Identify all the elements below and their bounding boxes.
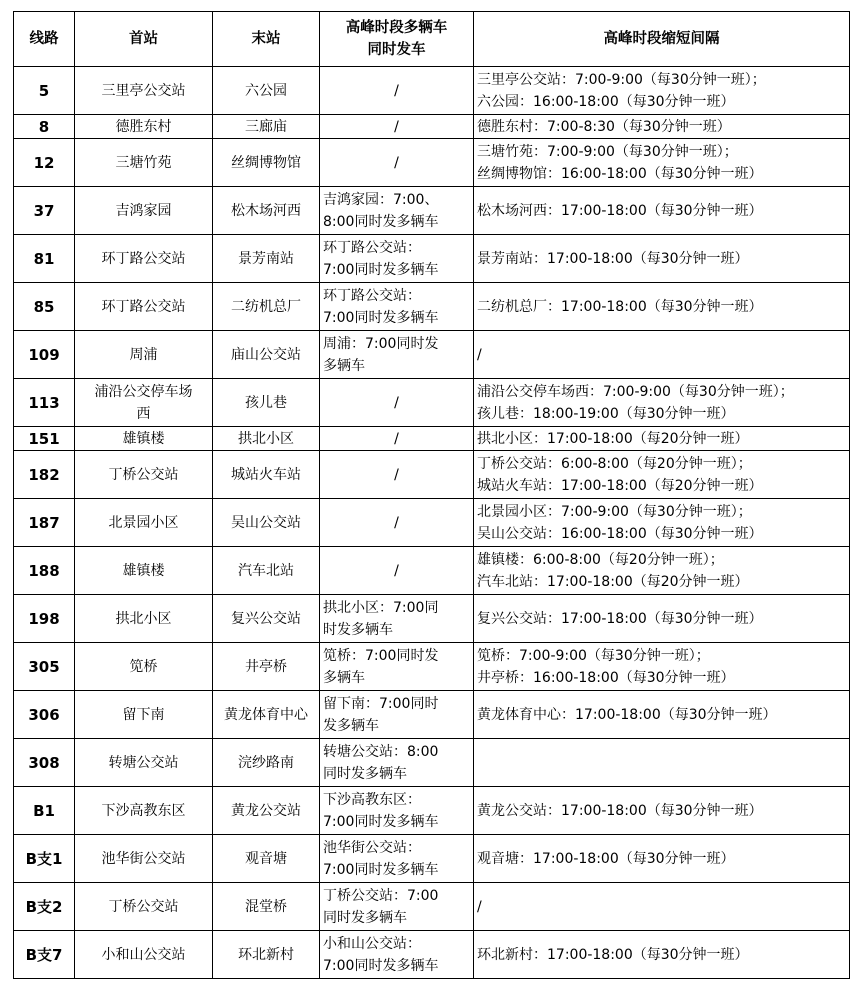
interval-line: 黄龙体育中心：17:00-18:00（每30分钟一班） <box>477 706 777 723</box>
multi-departure-line: 池华街公交站： <box>323 839 421 856</box>
last-stop-cell: 庙山公交站 <box>213 331 320 379</box>
multi-departure-line: 同时发多辆车 <box>323 909 407 926</box>
route-cell: 37 <box>14 187 75 235</box>
multi-departure-cell <box>320 451 474 499</box>
route-cell: 305 <box>14 643 75 691</box>
multi-departure-cell <box>320 499 474 547</box>
interval-cell <box>474 691 850 739</box>
first-stop-cell <box>75 379 213 427</box>
multi-departure-line: / <box>394 82 399 99</box>
multi-departure-line: 环丁路公交站： <box>323 239 421 256</box>
route-cell: 308 <box>14 739 75 787</box>
first-stop-cell: 北景园小区 <box>75 499 213 547</box>
multi-departure-line: 下沙高教东区： <box>323 791 421 808</box>
interval-cell <box>474 595 850 643</box>
header-last-stop: 末站 <box>213 12 320 67</box>
table-row <box>14 139 850 187</box>
first-stop-cell: 周浦 <box>75 331 213 379</box>
last-stop-cell: 六公园 <box>213 67 320 115</box>
interval-line: 吴山公交站：16:00-18:00（每30分钟一班） <box>477 525 763 542</box>
interval-cell <box>474 187 850 235</box>
interval-cell <box>474 379 850 427</box>
multi-departure-cell <box>320 115 474 139</box>
table-row <box>14 331 850 379</box>
route-cell: 8 <box>14 115 75 139</box>
multi-departure-line: 7:00同时发多辆车 <box>323 957 439 974</box>
multi-departure-line: / <box>394 430 399 447</box>
interval-line: 城站火车站：17:00-18:00（每20分钟一班） <box>477 477 763 494</box>
table-row <box>14 451 850 499</box>
multi-departure-line: 环丁路公交站： <box>323 287 421 304</box>
interval-line: 景芳南站：17:00-18:00（每30分钟一班） <box>477 250 749 267</box>
last-stop-cell: 景芳南站 <box>213 235 320 283</box>
first-stop-line: 浦沿公交停车场 <box>94 383 193 400</box>
interval-line: 松木场河西：17:00-18:00（每30分钟一班） <box>477 202 763 219</box>
interval-cell <box>474 67 850 115</box>
interval-line: 六公园：16:00-18:00（每30分钟一班） <box>477 93 735 110</box>
interval-cell <box>474 547 850 595</box>
multi-departure-line: / <box>394 394 399 411</box>
interval-cell <box>474 235 850 283</box>
multi-departure-cell <box>320 547 474 595</box>
route-cell: 151 <box>14 427 75 451</box>
route-cell: 113 <box>14 379 75 427</box>
interval-line: 井亭桥：16:00-18:00（每30分钟一班） <box>477 669 735 686</box>
multi-departure-cell <box>320 379 474 427</box>
first-stop-cell: 吉鸿家园 <box>75 187 213 235</box>
interval-line: 北景园小区：7:00-9:00（每30分钟一班）； <box>477 503 752 520</box>
multi-departure-cell <box>320 883 474 931</box>
route-cell: 188 <box>14 547 75 595</box>
first-stop-cell: 转塘公交站 <box>75 739 213 787</box>
multi-departure-cell <box>320 331 474 379</box>
multi-departure-cell <box>320 427 474 451</box>
bus-schedule-table <box>13 11 850 979</box>
route-cell: 182 <box>14 451 75 499</box>
multi-departure-cell <box>320 643 474 691</box>
route-cell: 85 <box>14 283 75 331</box>
multi-departure-line: 7:00同时发多辆车 <box>323 309 439 326</box>
multi-departure-cell <box>320 739 474 787</box>
table-row <box>14 67 850 115</box>
multi-departure-cell <box>320 187 474 235</box>
multi-departure-line: 拱北小区：7:00同 <box>323 599 439 616</box>
interval-line: 丁桥公交站：6:00-8:00（每20分钟一班）； <box>477 455 752 472</box>
interval-line: 德胜东村：7:00-8:30（每30分钟一班） <box>477 118 731 135</box>
last-stop-cell: 二纺机总厂 <box>213 283 320 331</box>
interval-cell <box>474 115 850 139</box>
multi-departure-cell <box>320 691 474 739</box>
multi-departure-line: 笕桥：7:00同时发 <box>323 647 439 664</box>
interval-cell <box>474 427 850 451</box>
interval-line: 汽车北站：17:00-18:00（每20分钟一班） <box>477 573 749 590</box>
first-stop-cell: 下沙高教东区 <box>75 787 213 835</box>
route-cell: B支1 <box>14 835 75 883</box>
table-row <box>14 427 850 451</box>
last-stop-cell: 黄龙公交站 <box>213 787 320 835</box>
multi-departure-line: 7:00同时发多辆车 <box>323 813 439 830</box>
table-row <box>14 547 850 595</box>
first-stop-cell: 笕桥 <box>75 643 213 691</box>
header-row <box>14 12 850 67</box>
last-stop-cell: 三廊庙 <box>213 115 320 139</box>
interval-line: 丝绸博物馆：16:00-18:00（每30分钟一班） <box>477 165 763 182</box>
first-stop-cell: 三塘竹苑 <box>75 139 213 187</box>
interval-line: / <box>477 898 482 915</box>
table-row <box>14 187 850 235</box>
multi-departure-line: 8:00同时发多辆车 <box>323 213 439 230</box>
interval-cell <box>474 331 850 379</box>
multi-departure-cell <box>320 139 474 187</box>
interval-cell <box>474 499 850 547</box>
multi-departure-line: 7:00同时发多辆车 <box>323 861 439 878</box>
interval-line: 二纺机总厂：17:00-18:00（每30分钟一班） <box>477 298 763 315</box>
last-stop-cell: 复兴公交站 <box>213 595 320 643</box>
multi-departure-line: / <box>394 154 399 171</box>
header-first-stop: 首站 <box>75 12 213 67</box>
multi-departure-line: 多辆车 <box>323 669 365 686</box>
table-row <box>14 883 850 931</box>
multi-departure-line: 同时发多辆车 <box>323 765 407 782</box>
table-row <box>14 931 850 979</box>
last-stop-cell: 环北新村 <box>213 931 320 979</box>
multi-departure-line: 周浦：7:00同时发 <box>323 335 439 352</box>
interval-line: 复兴公交站：17:00-18:00（每30分钟一班） <box>477 610 763 627</box>
multi-departure-line: 7:00同时发多辆车 <box>323 261 439 278</box>
route-cell: 187 <box>14 499 75 547</box>
multi-departure-line: 时发多辆车 <box>323 621 393 638</box>
table-row <box>14 595 850 643</box>
interval-line: 拱北小区：17:00-18:00（每20分钟一班） <box>477 430 749 447</box>
last-stop-cell: 拱北小区 <box>213 427 320 451</box>
multi-departure-line: 小和山公交站： <box>323 935 421 952</box>
interval-cell <box>474 739 850 787</box>
multi-departure-cell <box>320 835 474 883</box>
multi-departure-cell <box>320 235 474 283</box>
last-stop-cell: 黄龙体育中心 <box>213 691 320 739</box>
interval-cell <box>474 283 850 331</box>
first-stop-cell: 环丁路公交站 <box>75 283 213 331</box>
route-cell: 5 <box>14 67 75 115</box>
multi-departure-line: / <box>394 466 399 483</box>
multi-departure-cell <box>320 931 474 979</box>
multi-departure-cell <box>320 787 474 835</box>
last-stop-cell: 孩儿巷 <box>213 379 320 427</box>
table-row <box>14 691 850 739</box>
multi-departure-cell <box>320 595 474 643</box>
multi-departure-line: 转塘公交站：8:00 <box>323 743 439 760</box>
table-row <box>14 283 850 331</box>
schedule-table-wrapper <box>13 11 850 979</box>
route-cell: B支7 <box>14 931 75 979</box>
multi-departure-line: / <box>394 118 399 135</box>
multi-departure-cell <box>320 283 474 331</box>
route-cell: 81 <box>14 235 75 283</box>
interval-cell <box>474 451 850 499</box>
interval-cell <box>474 643 850 691</box>
table-row <box>14 379 850 427</box>
route-cell: 109 <box>14 331 75 379</box>
table-row <box>14 115 850 139</box>
interval-cell <box>474 883 850 931</box>
multi-departure-cell <box>320 67 474 115</box>
first-stop-cell: 德胜东村 <box>75 115 213 139</box>
route-cell: B1 <box>14 787 75 835</box>
last-stop-cell: 混堂桥 <box>213 883 320 931</box>
first-stop-cell: 池华街公交站 <box>75 835 213 883</box>
first-stop-cell: 拱北小区 <box>75 595 213 643</box>
last-stop-cell: 城站火车站 <box>213 451 320 499</box>
header-multi-line: 同时发车 <box>367 42 426 58</box>
interval-line: 孩儿巷：18:00-19:00（每30分钟一班） <box>477 405 735 422</box>
table-body <box>14 67 850 979</box>
first-stop-cell: 小和山公交站 <box>75 931 213 979</box>
multi-departure-line: 发多辆车 <box>323 717 379 734</box>
table-row <box>14 835 850 883</box>
table-row <box>14 499 850 547</box>
last-stop-cell: 浣纱路南 <box>213 739 320 787</box>
interval-line: / <box>477 346 482 363</box>
last-stop-cell: 吴山公交站 <box>213 499 320 547</box>
header-route: 线路 <box>14 12 75 67</box>
first-stop-cell: 雄镇楼 <box>75 427 213 451</box>
route-cell: 12 <box>14 139 75 187</box>
interval-cell <box>474 835 850 883</box>
interval-line: 观音塘：17:00-18:00（每30分钟一班） <box>477 850 735 867</box>
interval-line: 三里亭公交站：7:00-9:00（每30分钟一班）； <box>477 71 766 88</box>
multi-departure-line: 丁桥公交站：7:00 <box>323 887 439 904</box>
last-stop-cell: 丝绸博物馆 <box>213 139 320 187</box>
first-stop-cell: 丁桥公交站 <box>75 883 213 931</box>
multi-departure-line: 吉鸿家园：7:00、 <box>323 191 439 208</box>
interval-line: 雄镇楼：6:00-8:00（每20分钟一班）； <box>477 551 724 568</box>
multi-departure-line: 留下南：7:00同时 <box>323 695 439 712</box>
route-cell: B支2 <box>14 883 75 931</box>
last-stop-cell: 观音塘 <box>213 835 320 883</box>
interval-line: 环北新村：17:00-18:00（每30分钟一班） <box>477 946 749 963</box>
interval-cell <box>474 931 850 979</box>
multi-departure-line: / <box>394 562 399 579</box>
interval-line: 黄龙公交站：17:00-18:00（每30分钟一班） <box>477 802 763 819</box>
route-cell: 198 <box>14 595 75 643</box>
first-stop-cell: 环丁路公交站 <box>75 235 213 283</box>
table-row <box>14 235 850 283</box>
interval-line: 笕桥：7:00-9:00（每30分钟一班）； <box>477 647 710 664</box>
multi-departure-line: 多辆车 <box>323 357 365 374</box>
first-stop-line: 西 <box>136 405 151 422</box>
interval-line: 三塘竹苑：7:00-9:00（每30分钟一班）； <box>477 143 738 160</box>
last-stop-cell: 汽车北站 <box>213 547 320 595</box>
table-row <box>14 787 850 835</box>
last-stop-cell: 松木场河西 <box>213 187 320 235</box>
header-multi-departure <box>320 12 474 67</box>
first-stop-cell: 雄镇楼 <box>75 547 213 595</box>
interval-cell <box>474 787 850 835</box>
table-row <box>14 739 850 787</box>
last-stop-cell: 井亭桥 <box>213 643 320 691</box>
first-stop-cell: 留下南 <box>75 691 213 739</box>
multi-departure-line: / <box>394 514 399 531</box>
header-multi-line: 高峰时段多辆车 <box>345 20 448 36</box>
interval-line: 浦沿公交停车场西：7:00-9:00（每30分钟一班）； <box>477 383 794 400</box>
interval-cell <box>474 139 850 187</box>
route-cell: 306 <box>14 691 75 739</box>
first-stop-cell: 三里亭公交站 <box>75 67 213 115</box>
table-row <box>14 643 850 691</box>
first-stop-cell: 丁桥公交站 <box>75 451 213 499</box>
header-shortened-interval: 高峰时段缩短间隔 <box>474 12 850 67</box>
